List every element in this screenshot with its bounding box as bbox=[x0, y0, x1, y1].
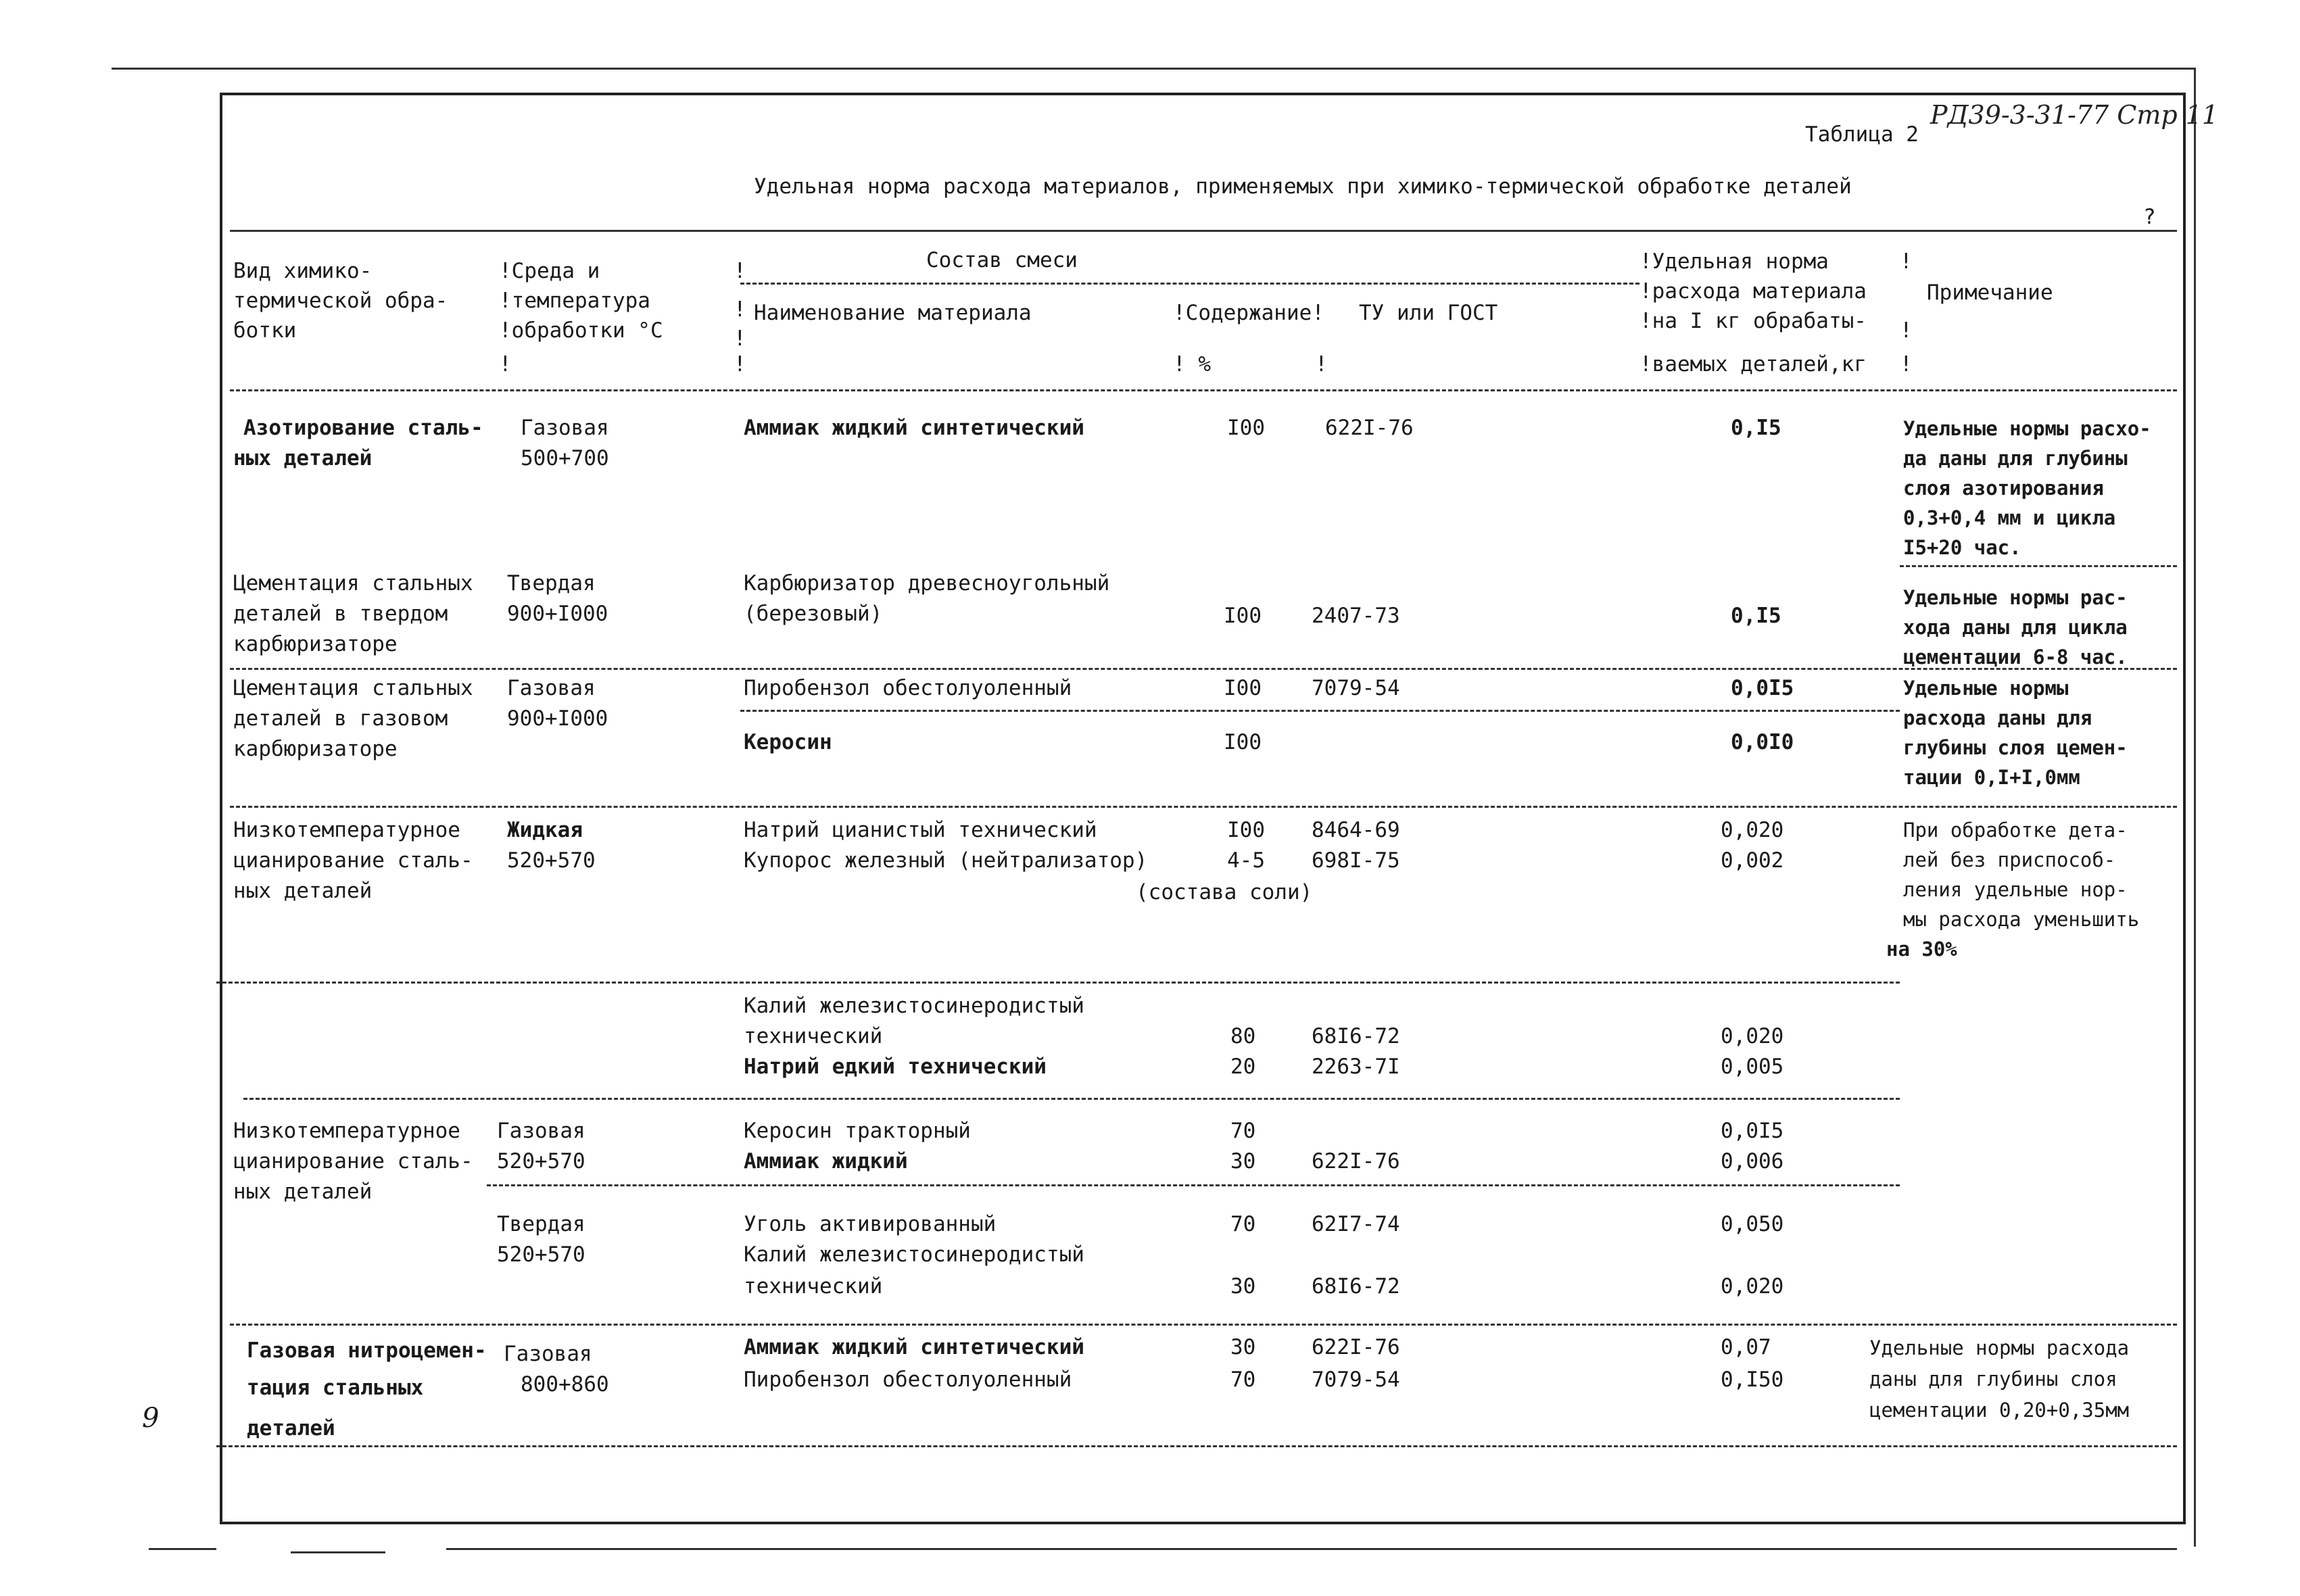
process-cell: ных деталей bbox=[233, 879, 373, 903]
header-bang-8: ! bbox=[1900, 352, 1913, 377]
standard-cell: 622I-76 bbox=[1325, 416, 1414, 440]
medium-cell: Твердая bbox=[507, 571, 596, 596]
material-cell: Аммиак жидкий синтетический bbox=[744, 416, 1084, 440]
note-cell: лей без приспособ- bbox=[1903, 848, 2116, 871]
process-cell: Газовая нитроцемен- bbox=[247, 1338, 487, 1363]
norm-cell: 0,020 bbox=[1721, 818, 1784, 842]
material-cell: Купорос железный (нейтрализатор) bbox=[744, 848, 1148, 873]
header-bang-3: ! bbox=[734, 327, 746, 351]
bottom-rule bbox=[149, 1548, 216, 1550]
header-group: Состав смеси bbox=[926, 248, 1078, 272]
process-cell: Низкотемпературное bbox=[233, 818, 460, 842]
percent-cell: 70 bbox=[1230, 1119, 1256, 1143]
header-bang-5: ! bbox=[1315, 352, 1328, 377]
note-cell: тации 0,I+I,0мм bbox=[1903, 766, 2080, 789]
material-cell: Пиробензол обестолуоленный bbox=[744, 1368, 1072, 1392]
percent-cell: I00 bbox=[1224, 604, 1262, 628]
percent-cell: 80 bbox=[1230, 1024, 1256, 1048]
header-medium-2: !температура bbox=[499, 289, 650, 313]
process-cell: цианирование сталь- bbox=[233, 848, 473, 873]
header-bottom-rule bbox=[230, 389, 2177, 391]
standard-cell: 7079-54 bbox=[1312, 676, 1400, 700]
medium-cell: Газовая bbox=[504, 1342, 592, 1366]
standard-cell: 2263-7I bbox=[1312, 1055, 1400, 1079]
table-title: Удельная норма расхода материалов, применяемых при химико-термической обработке деталей bbox=[754, 174, 1852, 199]
material-cell: Карбюризатор древесноугольный bbox=[744, 571, 1110, 596]
percent-cell: I00 bbox=[1227, 818, 1265, 842]
material-cell: Керосин bbox=[744, 730, 832, 754]
process-cell: деталей в газовом bbox=[233, 706, 448, 731]
note-cell: I5+20 час. bbox=[1903, 536, 2021, 559]
header-bang-6: ! bbox=[1900, 249, 1913, 274]
note-cell: ления удельные нор- bbox=[1903, 878, 2128, 901]
material-cell: Уголь активированный bbox=[744, 1212, 997, 1236]
salt-note: (состава соли) bbox=[1136, 880, 1313, 904]
material-cell: технический bbox=[744, 1274, 883, 1299]
norm-cell: 0,I5 bbox=[1731, 604, 1781, 628]
row-rule bbox=[230, 806, 2177, 808]
note-cell: Удельные нормы рас- bbox=[1903, 586, 2128, 609]
norm-cell: 0,0I5 bbox=[1731, 676, 1794, 700]
header-medium-3: !обработки °С bbox=[499, 318, 663, 343]
standard-cell: 7079-54 bbox=[1312, 1368, 1400, 1392]
note-cell: на 30% bbox=[1886, 938, 1957, 961]
material-cell: Калий железистосинеродистый bbox=[744, 994, 1084, 1018]
process-cell: Низкотемпературное bbox=[233, 1119, 460, 1143]
header-bang-1: ! bbox=[734, 259, 746, 283]
corner-mark: ? bbox=[2143, 205, 2156, 229]
note-cell: расхода даны для bbox=[1903, 706, 2092, 729]
material-cell: Калий железистосинеродистый bbox=[744, 1242, 1084, 1267]
material-cell: Натрий цианистый технический bbox=[744, 818, 1097, 842]
group-rule bbox=[740, 283, 1639, 285]
note-cell: цементации 0,20+0,35мм bbox=[1869, 1399, 2130, 1422]
note-cell: даны для глубины слоя bbox=[1869, 1368, 2117, 1391]
medium-cell: Жидкая bbox=[507, 818, 583, 842]
percent-cell: 4-5 bbox=[1227, 848, 1265, 873]
note-cell: да даны для глубины bbox=[1903, 447, 2128, 470]
percent-cell: 70 bbox=[1230, 1368, 1256, 1392]
norm-cell: 0,006 bbox=[1721, 1149, 1784, 1174]
material-cell: Керосин тракторный bbox=[744, 1119, 971, 1143]
medium-cell: Газовая bbox=[497, 1119, 585, 1143]
percent-cell: I00 bbox=[1227, 416, 1265, 440]
row-rule bbox=[216, 1445, 2177, 1447]
medium-cell: 900+I000 bbox=[507, 706, 608, 731]
process-cell: карбюризаторе bbox=[233, 737, 398, 761]
row-rule bbox=[1900, 565, 2177, 567]
percent-cell: 70 bbox=[1230, 1212, 1256, 1236]
process-cell: ных деталей bbox=[233, 1180, 373, 1204]
norm-cell: 0,002 bbox=[1721, 848, 1784, 873]
note-cell: При обработке дета- bbox=[1903, 819, 2128, 842]
process-cell: цианирование сталь- bbox=[233, 1149, 473, 1174]
process-cell: тация стальных bbox=[247, 1376, 424, 1400]
medium-cell: Твердая bbox=[497, 1212, 585, 1236]
bottom-rule bbox=[446, 1548, 2177, 1550]
header-standard: ТУ или ГОСТ bbox=[1359, 301, 1498, 325]
header-material: Наименование материала bbox=[754, 301, 1032, 325]
row-rule bbox=[243, 1098, 1900, 1100]
medium-cell: 520+570 bbox=[497, 1242, 585, 1267]
item-rule bbox=[740, 710, 1900, 712]
note-cell: 0,3+0,4 мм и цикла bbox=[1903, 506, 2116, 529]
note-cell: Удельные нормы bbox=[1903, 677, 2069, 700]
percent-cell: 30 bbox=[1230, 1274, 1256, 1299]
norm-cell: 0,020 bbox=[1721, 1024, 1784, 1048]
process-cell: Цементация стальных bbox=[233, 571, 473, 596]
norm-cell: 0,0I0 bbox=[1731, 730, 1794, 754]
medium-cell: 520+570 bbox=[497, 1149, 585, 1174]
norm-cell: 0,050 bbox=[1721, 1212, 1784, 1236]
standard-cell: 8464-69 bbox=[1312, 818, 1400, 842]
header-norm-4: !ваемых деталей,кг bbox=[1639, 352, 1867, 377]
medium-cell: 800+860 bbox=[521, 1372, 609, 1397]
material-cell: Аммиак жидкий bbox=[744, 1149, 908, 1174]
material-cell: Пиробензол обестолуоленный bbox=[744, 676, 1072, 700]
norm-cell: 0,07 bbox=[1721, 1335, 1771, 1359]
header-norm-2: !расхода материала bbox=[1639, 279, 1867, 304]
process-cell: ных деталей bbox=[233, 446, 373, 470]
header-medium-1: !Среда и bbox=[499, 259, 600, 283]
standard-cell: 68I6-72 bbox=[1312, 1024, 1400, 1048]
row-rule bbox=[230, 1324, 2177, 1326]
standard-cell: 698I-75 bbox=[1312, 848, 1400, 873]
header-medium-4: ! bbox=[499, 352, 512, 377]
doc-code: РД39-3-31-77 Стр 11 bbox=[1930, 100, 2219, 130]
header-top-rule bbox=[230, 230, 2177, 232]
process-cell: Цементация стальных bbox=[233, 676, 473, 700]
note-cell: мы расхода уменьшить bbox=[1903, 908, 2140, 931]
header-bang-4: ! bbox=[734, 352, 746, 377]
medium-cell: 900+I000 bbox=[507, 602, 608, 626]
medium-cell: Газовая bbox=[507, 676, 596, 700]
header-bang-7: ! bbox=[1900, 318, 1913, 343]
norm-cell: 0,0I5 bbox=[1721, 1119, 1784, 1143]
norm-cell: 0,020 bbox=[1721, 1274, 1784, 1299]
standard-cell: 68I6-72 bbox=[1312, 1274, 1400, 1299]
medium-cell: 520+570 bbox=[507, 848, 596, 873]
percent-cell: 20 bbox=[1230, 1055, 1256, 1079]
row-rule bbox=[230, 668, 2177, 670]
material-cell: Натрий едкий технический bbox=[744, 1055, 1047, 1079]
header-norm-3: !на I кг обрабаты- bbox=[1639, 309, 1867, 333]
medium-cell: Газовая bbox=[521, 416, 609, 440]
process-cell: Азотирование сталь- bbox=[243, 416, 483, 440]
material-cell: Аммиак жидкий синтетический bbox=[744, 1335, 1084, 1359]
percent-cell: I00 bbox=[1224, 730, 1262, 754]
process-cell: деталей bbox=[247, 1416, 335, 1441]
page-number: 9 bbox=[142, 1403, 160, 1434]
process-cell: карбюризаторе bbox=[233, 632, 398, 656]
standard-cell: 622I-76 bbox=[1312, 1149, 1400, 1174]
header-content: !Содержание! bbox=[1173, 301, 1324, 325]
note-cell: цементации 6-8 час. bbox=[1903, 646, 2128, 669]
note-cell: Удельные нормы расхода bbox=[1869, 1336, 2130, 1359]
percent-cell: 30 bbox=[1230, 1335, 1256, 1359]
note-cell: Удельные нормы расхо- bbox=[1903, 417, 2151, 440]
material-cell: технический bbox=[744, 1024, 883, 1048]
header-norm-1: !Удельная норма bbox=[1639, 249, 1829, 274]
medium-cell: 500+700 bbox=[521, 446, 609, 470]
header-bang-2: ! bbox=[734, 297, 746, 322]
bottom-rule bbox=[291, 1551, 385, 1553]
header-process-2: термической обра- bbox=[233, 289, 448, 313]
header-note: Примечание bbox=[1927, 281, 2053, 305]
percent-cell: 30 bbox=[1230, 1149, 1256, 1174]
header-process-3: ботки bbox=[233, 318, 297, 343]
header-percent: ! % bbox=[1173, 352, 1211, 377]
percent-cell: I00 bbox=[1224, 676, 1262, 700]
table-label: Таблица 2 bbox=[1805, 122, 1919, 147]
row-rule bbox=[487, 1184, 1900, 1186]
standard-cell: 622I-76 bbox=[1312, 1335, 1400, 1359]
norm-cell: 0,005 bbox=[1721, 1055, 1784, 1079]
standard-cell: 2407-73 bbox=[1312, 604, 1400, 628]
note-cell: глубины слоя цемен- bbox=[1903, 736, 2128, 759]
note-cell: слоя азотирования bbox=[1903, 477, 2104, 500]
header-process-1: Вид химико- bbox=[233, 259, 373, 283]
row-rule bbox=[216, 982, 1900, 984]
process-cell: деталей в твердом bbox=[233, 602, 448, 626]
norm-cell: 0,I5 bbox=[1731, 416, 1781, 440]
norm-cell: 0,I50 bbox=[1721, 1368, 1784, 1392]
standard-cell: 62I7-74 bbox=[1312, 1212, 1400, 1236]
material-cell: (березовый) bbox=[744, 602, 883, 626]
note-cell: хода даны для цикла bbox=[1903, 616, 2128, 639]
